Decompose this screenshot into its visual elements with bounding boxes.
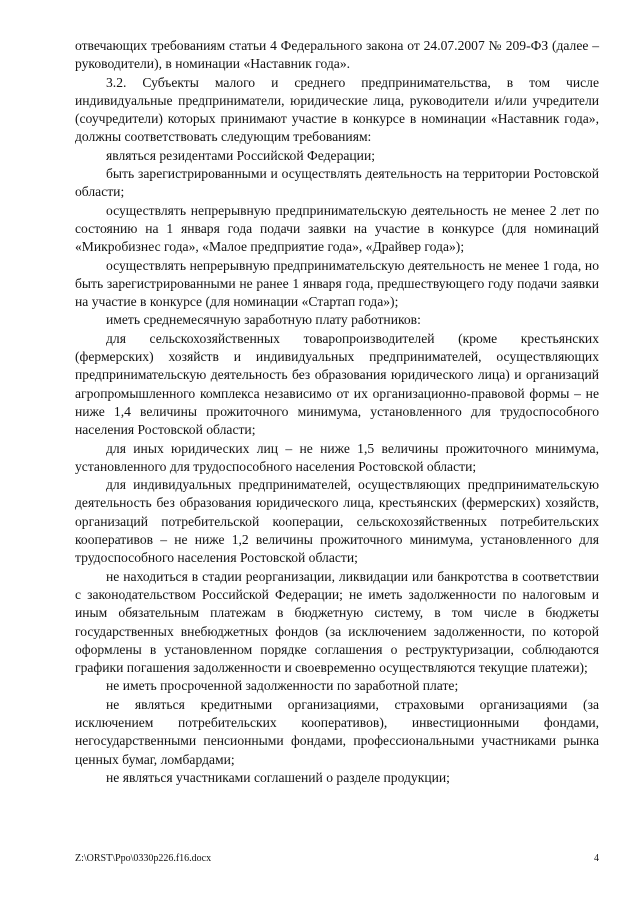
requirement-activity-1-year: осуществлять непрерывную предпринимательскую деятельность не менее 1 года, но быть зарегистрированными не ранее 1 января года, предшествующего году подачи заявки на участие в конкурсе (для номинации «Стартап года»); — [75, 257, 599, 310]
requirement-no-wage-arrears: не иметь просроченной задолженности по заработной плате; — [106, 678, 459, 694]
salary-agricultural-producers: для сельскохозяйственных товаропроизводителей (кроме крестьянских (фермерских) хозяйств и индивидуальных предпринимателей, осуществляющих предпринимательскую деятельность без образования юридического лица) и организаций агропромышленного комплекса независимо от их организационно-правовой формы – не ниже 1,4 величины прожиточного минимума, установленного для трудоспособного населения Ростовской области; — [75, 330, 599, 438]
salary-other-legal-entities: для иных юридических лиц – не ниже 1,5 величины прожиточного минимума, установленного для трудоспособного населения Ростовской области; — [75, 440, 599, 474]
paragraph-continuation: отвечающих требованиям статьи 4 Федерального закона от 24.07.2007 № 209-ФЗ (далее – руководители), в номинации «Наставник года». — [75, 38, 599, 72]
salary-individual-entrepreneurs: для индивидуальных предпринимателей, осуществляющих предпринимательскую деятельность без образования юридического лица, крестьянских (фермерских) хозяйств, организаций потребительской кооперации, сельскохозяйственных потребительских кооперативов – не ниже 1,2 величины прожиточного минимума, установленного для трудоспособного населения Ростовской области; — [75, 477, 599, 566]
requirement-no-reorganization-debt: не находиться в стадии реорганизации, ликвидации или банкротства в соответствии с законодательством Российской Федерации; не иметь задолженности по налоговым и иным обязательным платежам в бюджетную систему, в том числе в бюджеты государственных внебюджетных фондов (за исключением задолженности, по которой оформлены в установленном порядке соглашения о реструктуризации, соблюдаются графики погашения задолженности и своевременно осуществляются текущие платежи); — [75, 568, 599, 676]
paragraph-clause-3-2: 3.2. Субъекты малого и среднего предпринимательства, в том числе индивидуальные предприниматели, юридические лица, руководители и/или учредители (соучредители) которых принимают участие в конкурсе в номинации «Наставник года», должны соответствовать следующим требованиям: — [75, 74, 599, 145]
page-footer — [75, 853, 599, 869]
requirement-not-financial-org: не являться кредитными организациями, страховыми организациями (за исключением потребительских кооперативов), инвестиционными фондами, негосударственными пенсионными фондами, профессиональными участниками рынка ценных бумаг, ломбардами; — [75, 696, 599, 767]
document-body — [75, 37, 599, 787]
requirement-residency: являться резидентами Российской Федерации; — [106, 147, 376, 163]
file-path: Z:\ORST\Ppo\0330p226.f16.docx — [75, 853, 212, 864]
requirement-salary-heading: иметь среднемесячную заработную плату работников: — [106, 312, 421, 328]
requirement-not-psa-party: не являться участниками соглашений о разделе продукции; — [106, 769, 450, 785]
requirement-registration: быть зарегистрированными и осуществлять деятельность на территории Ростовской области; — [75, 166, 599, 200]
page-number: 4 — [594, 853, 599, 864]
requirement-activity-2-years: осуществлять непрерывную предпринимательскую деятельность не менее 2 лет по состоянию на 1 января года подачи заявки на участие в конкурсе (для номинаций «Микробизнес года», «Малое предприятие года», «Драйвер года»); — [75, 202, 599, 255]
